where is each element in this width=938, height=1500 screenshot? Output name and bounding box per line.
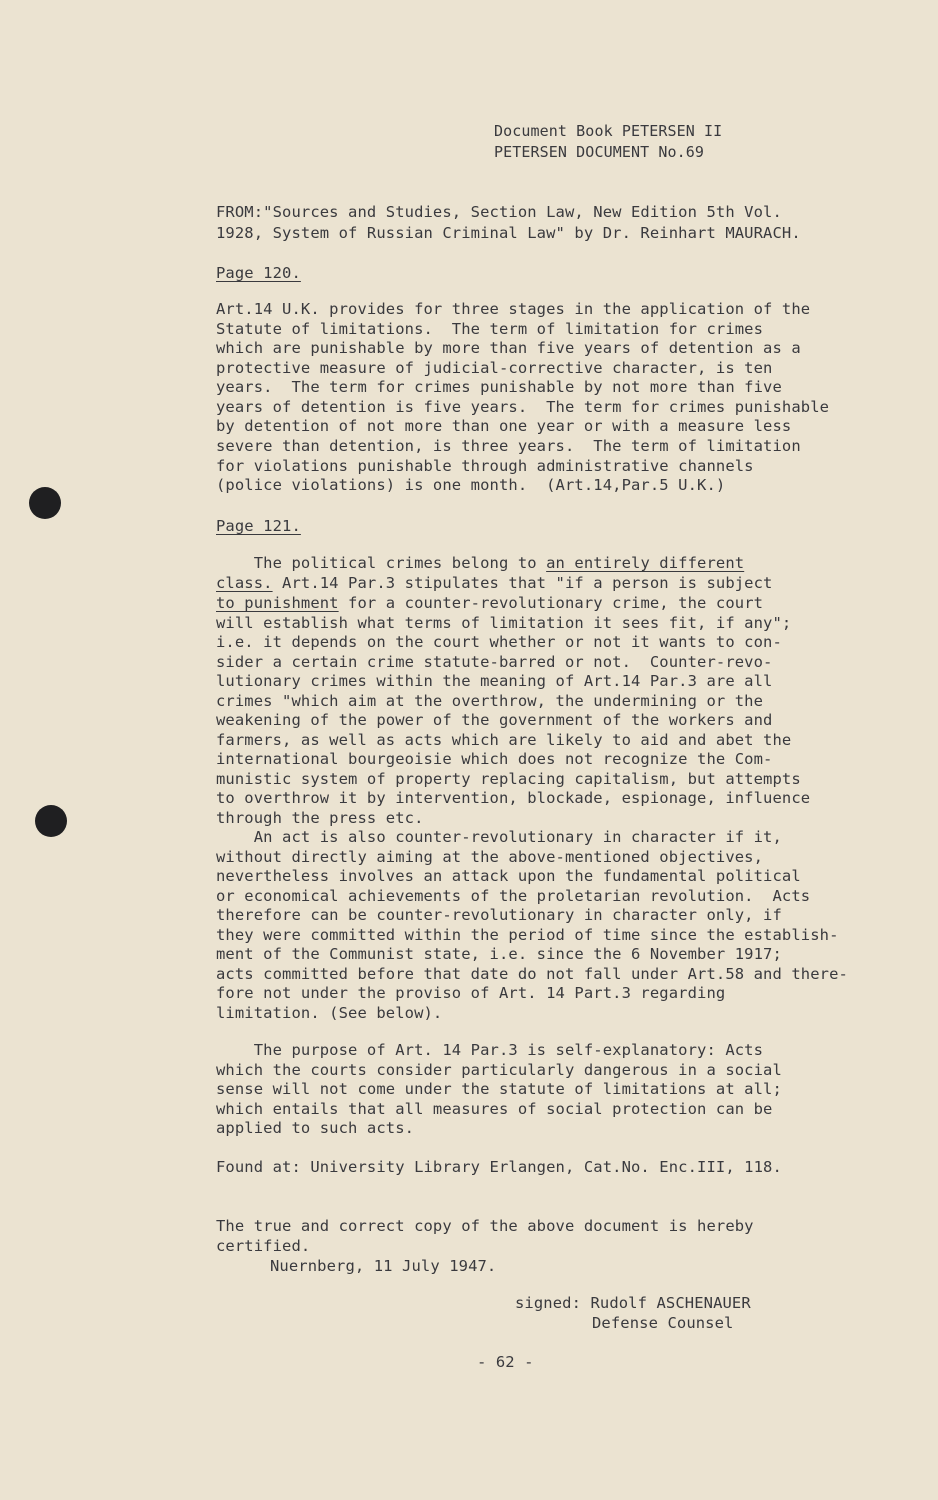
text-line: applied to such acts.	[216, 1119, 415, 1137]
text-line: ment of the Communist state, i.e. since the 6 November 1917;	[216, 945, 782, 963]
text-line: to overthrow it by intervention, blockade, espionage, influence	[216, 789, 811, 807]
text-line: Art.14 U.K. provides for three stages in the application of the	[216, 300, 811, 318]
punch-hole-top	[29, 487, 61, 519]
page-120-heading: Page 120.	[216, 264, 301, 282]
text-line: The purpose of Art. 14 Par.3 is self-explanatory: Acts	[216, 1041, 764, 1059]
text-line: sider a certain crime statute-barred or not. Counter-revo-	[216, 653, 773, 671]
text-line: (police violations) is one month. (Art.14,Par.5 U.K.)	[216, 476, 726, 494]
text-line: i.e. it depends on the court whether or not it wants to con-	[216, 633, 782, 651]
text-line: which are punishable by more than five years of detention as a	[216, 339, 801, 357]
text-line: for violations punishable through administrative channels	[216, 457, 754, 475]
page-121-heading: Page 121.	[216, 517, 301, 535]
text-line: protective measure of judicial-corrective character, is ten	[216, 359, 773, 377]
text-line: farmers, as well as acts which are likely to aid and abet the	[216, 731, 792, 749]
text-line: crimes "which aim at the overthrow, the undermining or the	[216, 692, 764, 710]
text-line: weakening of the power of the government of the workers and	[216, 711, 773, 729]
text-line	[216, 556, 744, 572]
text-line: through the press etc.	[216, 809, 424, 827]
page-number: - 62 -	[477, 1353, 534, 1371]
text-line: which the courts consider particularly dangerous in a social	[216, 1061, 782, 1079]
signature-line: signed: Rudolf ASCHENAUER	[515, 1294, 751, 1312]
text-line: by detention of not more than one year or with a measure less	[216, 417, 792, 435]
underlined-phrase: to punishment	[216, 594, 339, 612]
text-line	[216, 576, 772, 592]
text-line	[216, 596, 763, 612]
punch-hole-bottom	[35, 805, 67, 837]
text-line: years. The term for crimes punishable by not more than five	[216, 378, 782, 396]
text-line: Statute of limitations. The term of limitation for crimes	[216, 320, 764, 338]
signature-title: Defense Counsel	[592, 1314, 734, 1332]
text-line: years of detention is five years. The term for crimes punishable	[216, 398, 830, 416]
underlined-phrase: class.	[216, 574, 273, 592]
certification-line: certified.	[216, 1237, 311, 1255]
certification-line: The true and correct copy of the above document is hereby	[216, 1217, 754, 1235]
text-line: sense will not come under the statute of limitations at all;	[216, 1080, 782, 1098]
text-segment: for a counter-revolutionary crime, the court	[338, 594, 764, 612]
text-line: therefore can be counter-revolutionary in character only, if	[216, 906, 782, 924]
text-line: acts committed before that date do not fall under Art.58 and there-	[216, 965, 848, 983]
text-line: or economical achievements of the proletarian revolution. Acts	[216, 887, 811, 905]
found-at-line: Found at: University Library Erlangen, Cat.No. Enc.III, 118.	[216, 1158, 782, 1176]
place-date: Nuernberg, 11 July 1947.	[270, 1257, 497, 1275]
source-line: 1928, System of Russian Criminal Law" by Dr. Reinhart MAURACH.	[216, 224, 801, 242]
text-line: munistic system of property replacing capitalism, but attempts	[216, 770, 801, 788]
text-line: lutionary crimes within the meaning of Art.14 Par.3 are all	[216, 672, 773, 690]
text-line: which entails that all measures of social protection can be	[216, 1100, 773, 1118]
underlined-phrase: an entirely different	[546, 554, 745, 572]
text-line: nevertheless involves an attack upon the fundamental political	[216, 867, 801, 885]
text-line: fore not under the proviso of Art. 14 Part.3 regarding	[216, 984, 726, 1002]
text-line: they were committed within the period of time since the establish-	[216, 926, 839, 944]
text-segment: Art.14 Par.3 stipulates that "if a person is subject	[272, 574, 773, 592]
document-book-label: Document Book PETERSEN II	[494, 122, 723, 140]
document-number-label: PETERSEN DOCUMENT No.69	[494, 143, 705, 161]
source-line: FROM:"Sources and Studies, Section Law, New Edition 5th Vol.	[216, 203, 782, 221]
text-line: severe than detention, is three years. The term of limitation	[216, 437, 801, 455]
text-line: will establish what terms of limitation it sees fit, if any";	[216, 614, 792, 632]
text-segment: The political crimes belong to	[216, 554, 547, 572]
text-line: limitation. (See below).	[216, 1004, 443, 1022]
text-line: An act is also counter-revolutionary in character if it,	[216, 828, 782, 846]
text-line: without directly aiming at the above-mentioned objectives,	[216, 848, 764, 866]
text-line: international bourgeoisie which does not recognize the Com-	[216, 750, 773, 768]
